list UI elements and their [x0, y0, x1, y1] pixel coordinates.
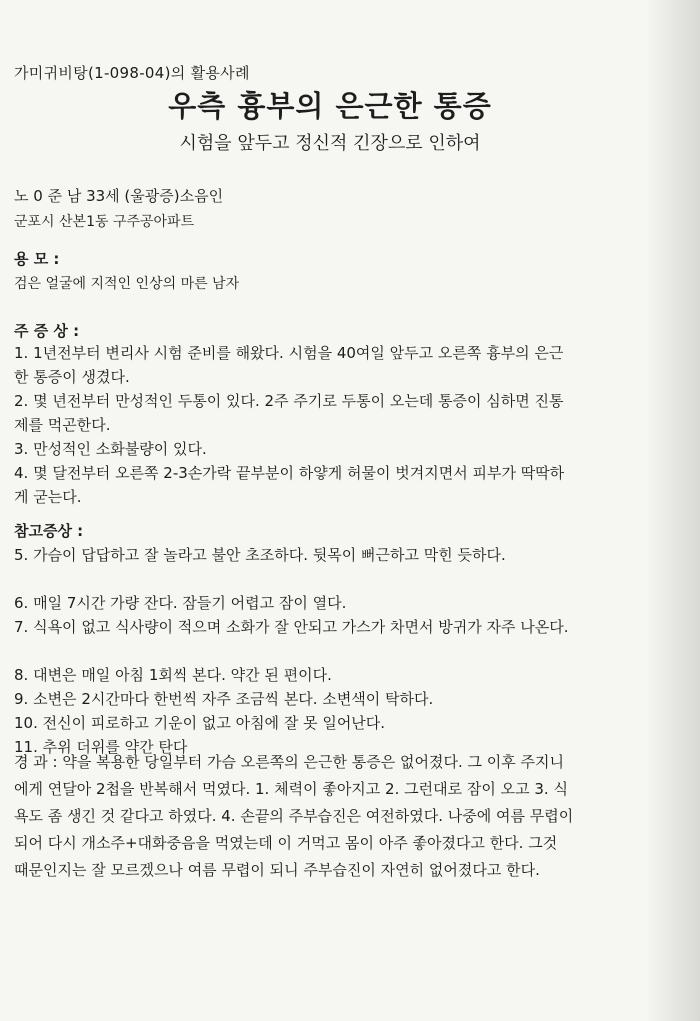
- patient-info: 노 0 준 남 33세 (울광증)소음인: [14, 187, 224, 205]
- page-subtitle: 시험을 앞두고 정신적 긴장으로 인하여: [179, 133, 481, 154]
- reference-symptom-item: 8. 대변은 매일 아침 1회씩 본다. 약간 된 편이다.: [14, 666, 332, 684]
- reference-symptom-item: 7. 식욕이 없고 식사량이 적으며 소화가 잘 안되고 가스가 차면서 방귀가 자주 나온다.: [14, 618, 569, 636]
- reference-symptom-item: 10. 전신이 피로하고 기운이 없고 아침에 잘 못 일어난다.: [14, 714, 386, 732]
- symptom-item: 4. 몇 달전부터 오른쪽 2-3손가락 끝부분이 하얗게 허물이 벗겨지면서 피부가 딱딱하게 굳는다.: [14, 464, 565, 506]
- source-reference: 가미귀비탕(1-098-04)의 활용사례: [14, 64, 250, 82]
- appearance-text: 검은 얼굴에 지적인 인상의 마른 남자: [14, 276, 240, 292]
- reference-symptom-item: 5. 가슴이 답답하고 잘 놀라고 불안 초조하다. 뒷목이 뻐근하고 막힌 듯하다.: [14, 546, 506, 564]
- reference-symptom-item: 11. 추위 더위를 약간 탄다: [14, 738, 188, 756]
- reference-symptom-item: 9. 소변은 2시간마다 한번씩 자주 조금씩 본다. 소변색이 탁하다.: [14, 690, 434, 708]
- reference-symptom-item: 6. 매일 7시간 가량 잔다. 잠들기 어렵고 잠이 열다.: [14, 594, 347, 612]
- reference-symptoms-heading: 참고증상 :: [14, 522, 84, 540]
- main-symptoms-heading: 주 증 상 :: [14, 322, 80, 340]
- appearance-heading: 용 모 :: [14, 250, 60, 268]
- symptom-item: 3. 만성적인 소화불량이 있다.: [14, 440, 207, 458]
- page-title: 우측 흉부의 은근한 통증: [168, 89, 492, 123]
- patient-address: 군포시 산본1동 구주공아파트: [14, 214, 195, 230]
- treatment-result: 경 과 : 약을 복용한 당일부터 가슴 오른쪽의 은근한 통증은 없어졌다. 그 이후 주지니에게 연달아 2첩을 반복해서 먹였다. 1. 체력이 좋아지고 2. 그런대로 잠이 오고 3. 식욕도 좀 생긴 것 같다고 하였다. 4. 손끝의 주부습진은 여전하였다. 나중에 여름 무렵이 되어 다시 개소주+대화중음을 먹였는데 이 거먹고 몸이 아주 좋아졌다고 한다. 그것 때문인지는 잘 모르겠으나 여름 무렵이 되니 주부습진이 자연히 없어졌다고 한다.: [14, 753, 574, 879]
- symptom-item: 1. 1년전부터 변리사 시험 준비를 해왔다. 시험을 40여일 앞두고 오른쪽 흉부의 은근한 통증이 생겼다.: [14, 344, 564, 386]
- symptom-item: 2. 몇 년전부터 만성적인 두통이 있다. 2주 주기로 두통이 오는데 통증이 심하면 진통제를 먹곤한다.: [14, 392, 564, 434]
